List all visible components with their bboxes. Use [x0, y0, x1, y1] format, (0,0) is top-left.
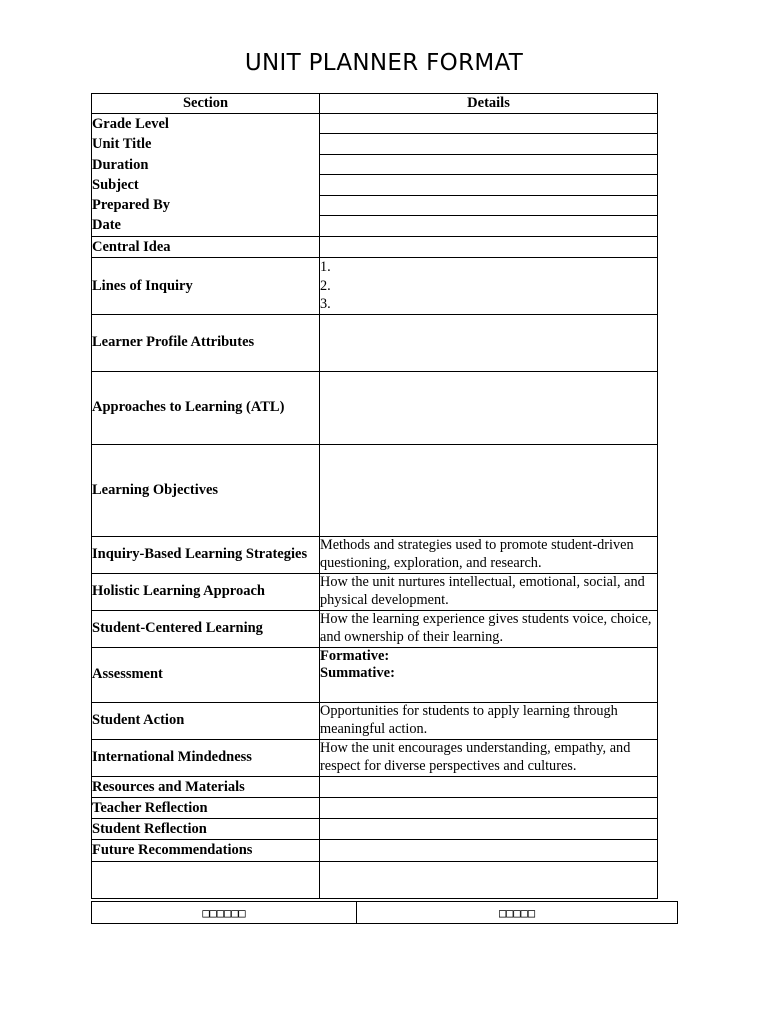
table-row — [92, 236, 658, 257]
teacher-reflection-value[interactable] — [320, 797, 658, 818]
unit-title-value[interactable] — [320, 134, 658, 154]
resources-label: Resources and Materials — [92, 776, 320, 797]
table-row — [92, 314, 658, 371]
learner-profile-label: Learner Profile Attributes — [92, 314, 320, 371]
international-label: International Mindedness — [92, 739, 320, 776]
subject-value[interactable] — [320, 175, 658, 195]
formative-label: Formative: — [320, 647, 390, 664]
blank-cell-left — [92, 861, 320, 898]
prepared-by-value[interactable] — [320, 195, 658, 215]
table-row — [92, 610, 658, 647]
central-idea-label: Central Idea — [92, 236, 320, 257]
atl-value[interactable] — [320, 371, 658, 444]
table-row — [92, 647, 658, 702]
table-row — [92, 258, 658, 315]
grade-level-label: Grade Level — [92, 116, 169, 132]
learner-profile-value[interactable] — [320, 314, 658, 371]
info-fields-cell — [92, 114, 320, 237]
student-action-detail: Opportunities for students to apply learning through meaningful action. — [320, 702, 658, 739]
student-centered-detail: How the learning experience gives students voice, choice, and ownership of their learning. — [320, 610, 658, 647]
footer-table — [91, 901, 678, 924]
date-value[interactable] — [320, 216, 658, 237]
table-row — [92, 861, 658, 898]
duration-label: Duration — [92, 156, 149, 173]
page-title: UNIT PLANNER FORMAT — [244, 50, 524, 76]
inquiry-item-1: 1. — [320, 259, 331, 276]
duration-value[interactable] — [320, 154, 658, 174]
student-reflection-value[interactable] — [320, 819, 658, 840]
unit-planner-table — [91, 93, 658, 899]
student-centered-label: Student-Centered Learning — [92, 610, 320, 647]
future-recommendations-value[interactable] — [320, 840, 658, 861]
table-row — [92, 819, 658, 840]
lines-of-inquiry-value[interactable] — [320, 258, 658, 315]
teacher-reflection-label: Teacher Reflection — [92, 797, 320, 818]
holistic-label: Holistic Learning Approach — [92, 573, 320, 610]
central-idea-value[interactable] — [320, 236, 658, 257]
table-row — [92, 840, 658, 861]
table-row — [92, 797, 658, 818]
student-reflection-label: Student Reflection — [92, 819, 320, 840]
grade-level-value[interactable] — [320, 114, 658, 134]
future-recommendations-label: Future Recommendations — [92, 840, 320, 861]
unit-title-label: Unit Title — [92, 136, 152, 153]
table-row — [92, 702, 658, 739]
inquiry-item-3: 3. — [320, 296, 331, 313]
summative-label: Summative: — [320, 665, 395, 682]
table-row — [92, 371, 658, 444]
lines-of-inquiry-label: Lines of Inquiry — [92, 258, 320, 315]
atl-label: Approaches to Learning (ATL) — [92, 371, 320, 444]
footer-right-text: □□□□□ — [498, 905, 536, 920]
table-row — [92, 776, 658, 797]
blank-cell-right[interactable] — [320, 861, 658, 898]
assessment-value[interactable] — [320, 647, 658, 702]
details-header: Details — [320, 94, 658, 114]
learning-objectives-label: Learning Objectives — [92, 444, 320, 536]
footer-left-cell — [92, 902, 357, 924]
footer-right-cell — [357, 902, 678, 924]
holistic-detail: How the unit nurtures intellectual, emotional, social, and physical development. — [320, 573, 658, 610]
table-row — [92, 573, 658, 610]
section-header: Section — [92, 94, 320, 114]
prepared-by-label: Prepared By — [92, 197, 171, 214]
inquiry-based-label: Inquiry-Based Learning Strategies — [92, 536, 320, 573]
learning-objectives-value[interactable] — [320, 444, 658, 536]
table-row — [92, 444, 658, 536]
table-row — [92, 536, 658, 573]
assessment-label: Assessment — [92, 647, 320, 702]
inquiry-item-2: 2. — [320, 277, 331, 294]
table-header-row — [92, 94, 658, 114]
international-detail: How the unit encourages understanding, empathy, and respect for diverse perspectives and cultures. — [320, 739, 658, 776]
date-label: Date — [92, 217, 121, 234]
inquiry-based-detail: Methods and strategies used to promote student-driven questioning, exploration, and research. — [320, 536, 658, 573]
table-row — [92, 739, 658, 776]
footer-left-text: □□□□□□ — [202, 905, 246, 920]
resources-value[interactable] — [320, 776, 658, 797]
subject-label: Subject — [92, 176, 139, 193]
student-action-label: Student Action — [92, 702, 320, 739]
